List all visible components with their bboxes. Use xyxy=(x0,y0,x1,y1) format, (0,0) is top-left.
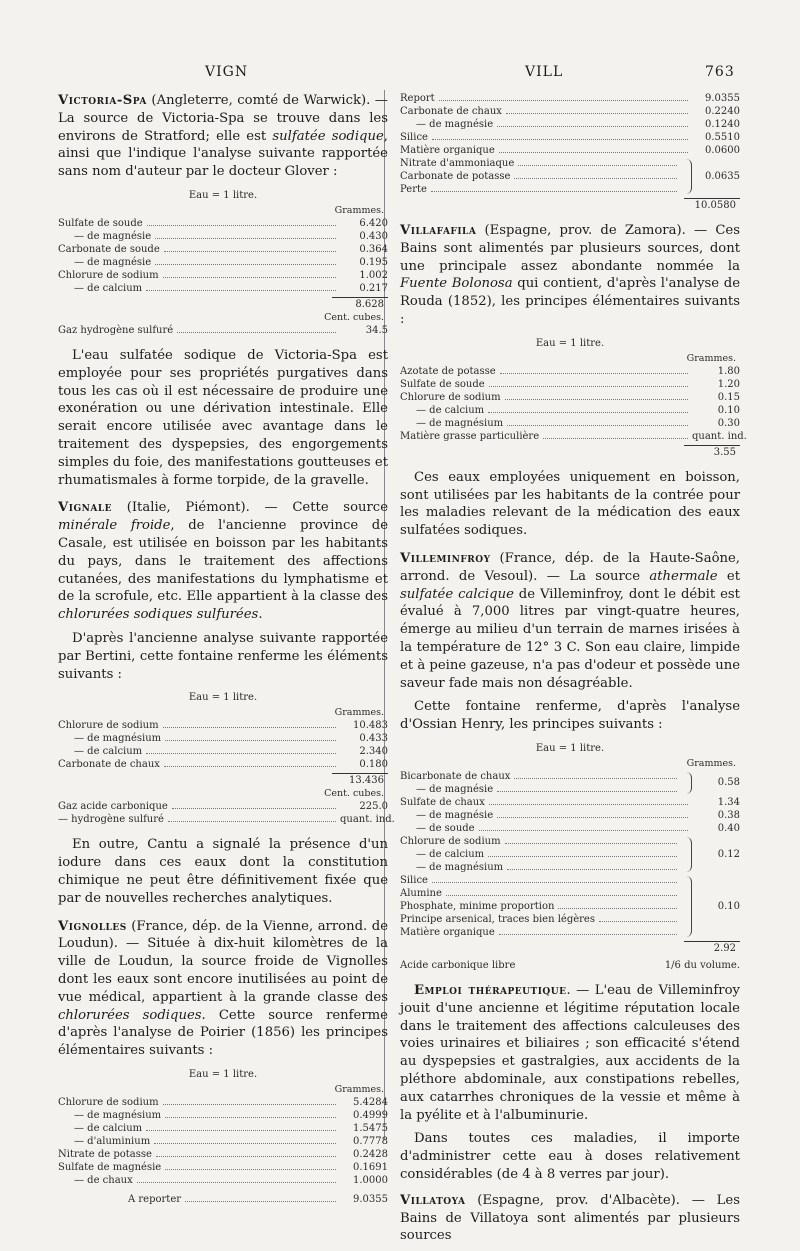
entry-victoria-spa: Victoria-Spa (Angleterre, comté de Warwick). — La source de Victoria-Spa se trouve dans les environs de Stratford; elle est sulfatée sodique, ainsi que l'indique l'analyse suivante rapportée sans nom d'auteur par le docteur Glover : xyxy=(58,93,388,180)
table-row: Carbonate de chaux 0.2240 xyxy=(400,106,740,117)
table-row: Report 9.0355 xyxy=(400,93,740,104)
table-row: — de calcium 2.340 xyxy=(74,746,388,758)
table-row: Chlorure de sodium 1.002 xyxy=(58,269,388,281)
table-row: Chlorure de sodium 10.483 xyxy=(58,720,388,732)
table-row: — de magnésium 0.433 xyxy=(74,733,388,745)
entry-title: Vignale xyxy=(58,500,113,516)
left-column: Victoria-Spa (Angleterre, comté de Warwick). — La source de Victoria-Spa se trouve dans les environs de Stratford; elle est sulfatée sodique, ainsi que l'indique l'analyse suivante rapportée sans nom d'auteur par le docteur Glover : Eau = 1 litre. Grammes. Sulfate de soude 6.420 — de magnésie 0.430 Carbonate de soude 0.364 — de magnésie 0.195 Chlorure de sodium 1.002 — de calcium 0.217 8.628 Cent. cubes. Gaz hydrogène sulfuré 34.5 L'eau sulfatée sodique de Victoria-Spa est employée pour ses propriétés purgatives dans tous les cas où il est nécessaire de produire une exonération ou une dérivation intestinale. Elle serait encore utilisée avec avantage dans le traitement des dyspepsies, des engorgements simples du foie, des manifestations goutteuses et rhumatismales à forme torpide, de la gravelle. Vignale (Italie, Piémont). — Cette source minérale froide, de l'ancienne province de Casale, est utilisée en boisson par les habitants du pays, dans le traitement des affections cutanées, des manifestations du lymphatisme et de la scrofule, etc. Elle appartient à la classe des chlorurées sodiques sulfurées. D'après l'ancienne analyse suivante rapportée par Bertini, cette fontaine renferme les éléments suivants : Eau = 1 litre. Grammes. Chlorure de sodium 10.483 — de magnésium 0.433 — de calcium 2.340 Carbonate de chaux 0.180 13.436 Cent. cubes. Gaz acide carbonique 225.0 — hydrogène sulfuré quant. ind. En outre, Cantu a signalé la présence d'un iodure dans ces eaux dont la constitution chimique ne peut être définitivement fixée que par de nouvelles recherches analytiques. Vignolles (France, dép. de la Vienne, arrond. de Loudun). — Située à dix-huit kilomètres de la ville de Loudun, la source froide de Vignolles dont les eaux sont encore inutilisées au point de vue médical, appartient à la grande classe des chlorurées sodiques. Cette source renferme d'après l'analyse de Poirier (1856) les principes élémentaires suivants : Eau = 1 litre. Grammes. Chlorure de sodium 5.4284 — de magnésium 0.4999 — de calcium 1.5475 — d'aluminium 0.7778 Nitrate de potasse 0.2428 Sulfate de magnésie 0.1691 — de chaux 1.0000 A reporter 9.0355 xyxy=(58,93,395,1205)
table-row: — de calcium 1.5475 xyxy=(74,1122,388,1134)
entry-title: Villafafila xyxy=(400,223,477,238)
emploi-therapeutique: Emploi thérapeutique. — L'eau de Villeminfroy jouit d'une ancienne et légitime réputation locale dans le traitement des affections calculeuses des voies urinaires et biliaires ; son efficacité s'étend au dyspepsies et gastralgies, aux accidents de la pléthore abdominale, aux constipations rebelles, aux catarrhes chroniques de la vessie et même à la pyélite et à l'albuminurie. xyxy=(400,982,740,1123)
table-row: Principe arsenical, traces bien légères xyxy=(400,913,681,926)
table-row: — de magnésium 0.30 xyxy=(416,417,740,429)
table-row: Nitrate de potasse 0.2428 xyxy=(58,1148,388,1160)
header-left: VIGN xyxy=(205,64,249,80)
entry-title: Villatoya xyxy=(400,1192,466,1208)
page-number: 763 xyxy=(705,64,735,80)
table-row: — d'aluminium 0.7778 xyxy=(74,1135,388,1147)
table-row: — de magnésium xyxy=(400,861,681,874)
table-total: 13.436 xyxy=(349,775,384,787)
table-total: 8.628 xyxy=(355,298,384,310)
table-row: Bicarbonate de chaux xyxy=(400,770,681,783)
analysis-table-continued xyxy=(400,92,740,212)
table-row: — hydrogène sulfuré quant. ind. xyxy=(58,814,395,826)
table-row: — de calcium 0.217 xyxy=(74,282,388,294)
analysis-table: Eau = 1 litre. Grammes. Sulfate de soude 6.420 — de magnésie 0.430 Carbonate de soude 0.364 — de magnésie 0.195 Chlorure de sodium 1.002 — de calcium 0.217 8.628 Cent. cubes. Gaz hydrogène sulfuré 34.5 xyxy=(58,189,388,336)
table-row: Gaz hydrogène sulfuré 34.5 xyxy=(58,324,388,336)
table-row: Carbonate de chaux 0.180 xyxy=(58,759,388,771)
analysis-table: Eau = 1 litre. Grammes. Chlorure de sodium 5.4284 — de magnésium 0.4999 — de calcium 1.5475 — d'aluminium 0.7778 Nitrate de potasse 0.2428 Sulfate de magnésie 0.1691 — de chaux 1.0000 A reporter 9.0355 xyxy=(58,1068,388,1205)
entry-villafafila: Villafafila (Espagne, prov. de Zamora). — Ces Bains sont alimentés par plusieurs sources, dont une principale assez abondante nommée la Fuente Bolonosa qui contient, d'après l'analyse de Rouda (1852), les principes élémentaires suivants : xyxy=(400,223,741,327)
table-total: 3.55 xyxy=(713,446,736,458)
table-row: — de chaux 1.0000 xyxy=(74,1174,388,1186)
table-row: Alumine xyxy=(400,887,681,900)
table-row: — de magnésie 0.1240 xyxy=(416,119,740,130)
table-row: Chlorure de sodium 5.4284 xyxy=(58,1096,388,1108)
analysis-table: Eau = 1 litre. Grammes. Bicarbonate de chaux — de magnésie 0.58 Sulfate de chaux 1.34 — de magnésie 0.38 — de soude 0.40 Chlorure de sodium — de calcium — de magnésium 0.12 Silice Alumine Phosphate, minime proportion Principe arsenical, traces bien légères Matière organique 0.10 2.92 Acide carbonique libre 1/6 du volume. xyxy=(400,742,740,971)
table-row: Matière grasse particulière quant. ind. xyxy=(400,430,747,442)
table-row: Carbonate de soude 0.364 xyxy=(58,243,388,255)
grouped-rows: Bicarbonate de chaux — de magnésie 0.58 xyxy=(400,770,740,795)
table-row: Sulfate de chaux 1.34 xyxy=(400,796,740,808)
table-row: Matière organique 0.0600 xyxy=(400,145,740,156)
table-row: Chlorure de sodium xyxy=(400,835,681,848)
entry-title: Vignolles xyxy=(58,918,127,934)
entry-villatoya: Villatoya (Espagne, prov. d'Albacète). — Les Bains de Villatoya sont alimentés par plusieurs sources xyxy=(400,1192,740,1244)
grouped-rows: Silice Alumine Phosphate, minime proportion Principe arsenical, traces bien légères Matière organique 0.10 xyxy=(400,874,740,938)
entry-title: Victoria-Spa xyxy=(58,93,147,108)
table-row: — de magnésie 0.430 xyxy=(74,230,388,242)
table-row: — de magnésie 0.195 xyxy=(74,256,388,268)
table-row: Azotate de potasse 1.80 xyxy=(400,365,740,377)
table-row: — de calcium xyxy=(400,848,681,861)
table-total: 10.0580 xyxy=(694,200,736,211)
table-total: 2.92 xyxy=(713,942,736,954)
table-row: Gaz acide carbonique 225.0 xyxy=(58,801,388,813)
table-row: Sulfate de soude 1.20 xyxy=(400,378,740,390)
table-row: Silice 0.5510 xyxy=(400,132,740,143)
table-row: — de calcium 0.10 xyxy=(416,404,740,416)
header-center: VILL xyxy=(525,64,564,80)
table-row: Acide carbonique libre 1/6 du volume. xyxy=(400,959,740,971)
entry-vignolles: Vignolles (France, dép. de la Vienne, arrond. de Loudun). — Située à dix-huit kilomètres de la ville de Loudun, la source froide de Vignolles dont les eaux sont encore inutilisées au point de vue médical, appartient à la grande classe des chlorurées sodiques. Cette source renferme d'après l'analyse de Poirier (1856) les principes élémentaires suivants : xyxy=(58,918,388,1059)
table-row: — de magnésie 0.38 xyxy=(416,809,740,821)
table-row: Chlorure de sodium 0.15 xyxy=(400,391,740,403)
table-row: Phosphate, minime proportion xyxy=(400,900,681,913)
grouped-rows: Nitrate d'ammoniaque Carbonate de potasse Perte 0.0635 xyxy=(400,158,740,195)
table-row: Matière organique xyxy=(400,926,681,939)
carry-forward: A reporter 9.0355 xyxy=(128,1193,388,1205)
grouped-rows: Chlorure de sodium — de calcium — de magnésium 0.12 xyxy=(400,835,740,873)
table-row: — de magnésie xyxy=(400,783,681,796)
table-row: — de magnésium 0.4999 xyxy=(74,1109,388,1121)
entry-title: Villeminfroy xyxy=(400,550,491,566)
table-row: Nitrate d'ammoniaque xyxy=(400,157,681,170)
table-row: Sulfate de soude 6.420 xyxy=(58,217,388,229)
table-row: Perte xyxy=(400,183,681,196)
table-row: — de soude 0.40 xyxy=(416,822,740,834)
table-row: Carbonate de potasse xyxy=(400,170,681,183)
analysis-table: Eau = 1 litre. Grammes. Azotate de potasse 1.80 Sulfate de soude 1.20 Chlorure de sodium 0.15 — de calcium 0.10 — de magnésium 0.30 Matière grasse particulière quant. ind. 3.55 xyxy=(400,337,747,458)
table-row: Silice xyxy=(400,874,681,887)
table-row: Sulfate de magnésie 0.1691 xyxy=(58,1161,388,1173)
entry-villeminfroy: Villeminfroy (France, dép. de la Haute-Saône, arrond. de Vesoul). — La source athermale et sulfatée calcique de Villeminfroy, dont le débit est évalué à 7,000 litres par vingt-quatre heures, émerge au milieu d'un terrain de marnes irisées à la température de 12° 3 C. Son eau claire, limpide et à peine gazeuse, n'a pas d'odeur et possède une saveur fade mais non désagréable. xyxy=(400,550,741,691)
entry-vignale: Vignale (Italie, Piémont). — Cette source minérale froide, de l'ancienne province de Casale, est utilisée en boisson par les habitants du pays, dans le traitement des affections cutanées, des manifestations du lymphatisme et de la scrofule, etc. Elle appartient à la classe des chlorurées sodiques sulfurées. xyxy=(58,500,388,623)
analysis-table: Eau = 1 litre. Grammes. Chlorure de sodium 10.483 — de magnésium 0.433 — de calcium 2.340 Carbonate de chaux 0.180 13.436 Cent. cubes. Gaz acide carbonique 225.0 — hydrogène sulfuré quant. ind. xyxy=(58,692,395,826)
right-column: Report 9.0355 Carbonate de chaux 0.2240 — de magnésie 0.1240 Silice 0.5510 Matière organique 0.0600 Nitrate d'ammoniaque Carbonate de potasse Perte 0.0635 10.0580 Villafafila (Espagne, prov. de Zamora). — Ces Bains sont alimentés par plusieurs sources, dont une principale assez abondante nommée la Fuente Bolonosa qui contient, d'après l'analyse de Rouda (1852), les principes élémentaires suivants : Eau = 1 litre. Grammes. Azotate de potasse 1.80 Sulfate de soude 1.20 Chlorure de sodium 0.15 — de calcium 0.10 — de magnésium 0.30 Matière grasse particulière quant. ind. 3.55 Ces eaux employées uniquement en boisson, sont utilisées par les habitants de la contrée pour les maladies relevant de la médication des eaux sulfatées sodiques. Villeminfroy (France, dép. de la Haute-Saône, arrond. de Vesoul). — La source athermale et sulfatée calcique de Villeminfroy, dont le débit est évalué à 7,000 litres par vingt-quatre heures, émerge au milieu d'un terrain de marnes irisées à la température de 12° 3 C. Son eau claire, limpide et à peine gazeuse, n'a pas d'odeur et possède une saveur fade mais non désagréable. Cette fontaine renferme, d'après l'analyse d'Ossian Henry, les principes suivants : Eau = 1 litre. Grammes. Bicarbonate de chaux — de magnésie 0.58 Sulfate de chaux 1.34 — de magnésie 0.38 — de soude 0.40 Chlorure de sodium — de calcium — de magnésium 0.12 Silice Alumine Phosphate, minime proportion Principe arsenical, traces bien légères Matière organique 0.10 2.92 Acide carbonique libre 1/6 du volume. Emploi thérapeutique. — L'eau de Villeminfroy jouit d'une ancienne et légitime réputation locale dans le traitement des affections calculeuses des voies urinaires et biliaires ; son efficacité s'étend au dyspepsies et gastralgies, aux accidents de la pléthore abdominale, aux constipations rebelles, aux catarrhes chroniques de la vessie et même à la pyélite et à l'albuminurie. Dans toutes ces maladies, il importe d'administrer cette eau à doses relativement considérables (de 4 à 8 verres par jour). Villatoya (Espagne, prov. d'Albacète). — Les Bains de Villatoya sont alimentés par plusieurs sources xyxy=(400,93,747,1244)
